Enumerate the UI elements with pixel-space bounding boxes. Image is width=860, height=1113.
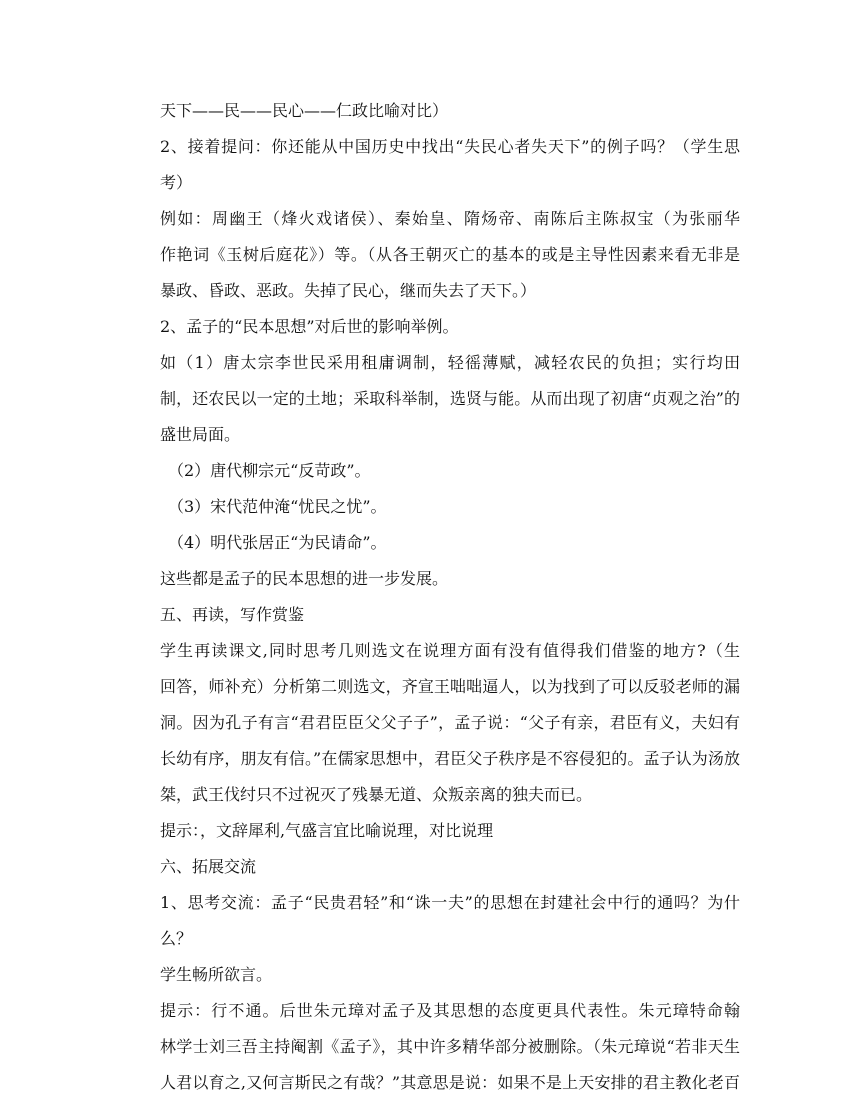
text-line: 例如：周幽王（烽火戏诸侯）、秦始皇、隋炀帝、南陈后主陈叔宝（为张丽华 <box>160 209 740 228</box>
text-line: 如（1）唐太宗李世民采用租庸调制，轻徭薄赋，减轻农民的负担；实行均田 <box>160 353 740 372</box>
text-line: 提示：，文辞犀利,气盛言宜比喻说理，对比说理 <box>160 821 494 840</box>
text-line: 制，还农民以一定的土地；采取科举制，选贤与能。从而出现了初唐“贞观之治”的 <box>160 389 740 408</box>
text-line: 暴政、昏政、恶政。失掉了民心，继而失去了天下。） <box>160 281 537 300</box>
text-line: 1、思考交流：孟子“民贵君轻”和“诛一夫”的思想在封建社会中行的通吗？为什 <box>160 893 740 912</box>
text-line: （4）明代张居正“为民请命”。 <box>168 533 387 552</box>
text-line: 林学士刘三吾主持阉割《孟子》，其中许多精华部分被删除。（朱元璋说“若非天生 <box>160 1037 740 1056</box>
text-line: 洞。因为孔子有言“君君臣臣父父子子”，孟子说：“父子有亲，君臣有义，夫妇有 <box>160 713 740 732</box>
text-line: 天下——民——民心——仁政比喻对比） <box>160 101 449 120</box>
text-line: 学生再读课文,同时思考几则选文在说理方面有没有值得我们借鉴的地方?（生 <box>160 641 740 660</box>
section-heading: 五、再读，写作赏鉴 <box>160 605 305 624</box>
section-heading: 六、拓展交流 <box>160 857 257 876</box>
text-line: 长幼有序，朋友有信。”在儒家思想中，君臣父子秩序是不容侵犯的。孟子认为汤放 <box>160 749 740 768</box>
text-line: 提示：行不通。后世朱元璋对孟子及其思想的态度更具代表性。朱元璋特命翰 <box>160 1001 740 1020</box>
text-line: 桀，武王伐纣只不过祝灭了残暴无道、众叛亲离的独夫而已。 <box>160 785 593 804</box>
text-line: 么？ <box>160 929 193 948</box>
text-line: 人君以育之,又何言斯民之有哉？”其意思是说：如果不是上天安排的君主教化老百 <box>160 1073 740 1092</box>
text-line: 作艳词《玉树后庭花》）等。（从各王朝灭亡的基本的或是主导性因素来看无非是 <box>160 245 740 264</box>
text-line: 学生畅所欲言。 <box>160 965 273 984</box>
text-line: 回答，师补充）分析第二则选文，齐宣王咄咄逼人，以为找到了可以反驳老师的漏 <box>160 677 740 696</box>
document-body <box>160 93 740 1101</box>
text-line: 2、接着提问：你还能从中国历史中找出“失民心者失天下”的例子吗？（学生思 <box>160 137 740 156</box>
text-line: 这些都是孟子的民本思想的进一步发展。 <box>160 569 449 588</box>
text-line: （2）唐代柳宗元“反苛政”。 <box>168 461 371 480</box>
text-line: 2、孟子的“民本思想”对后世的影响举例。 <box>160 317 459 336</box>
text-line: 盛世局面。 <box>160 425 241 444</box>
text-line: （3）宋代范仲淹“忧民之忧”。 <box>168 497 387 516</box>
text-line: 考） <box>160 173 193 192</box>
